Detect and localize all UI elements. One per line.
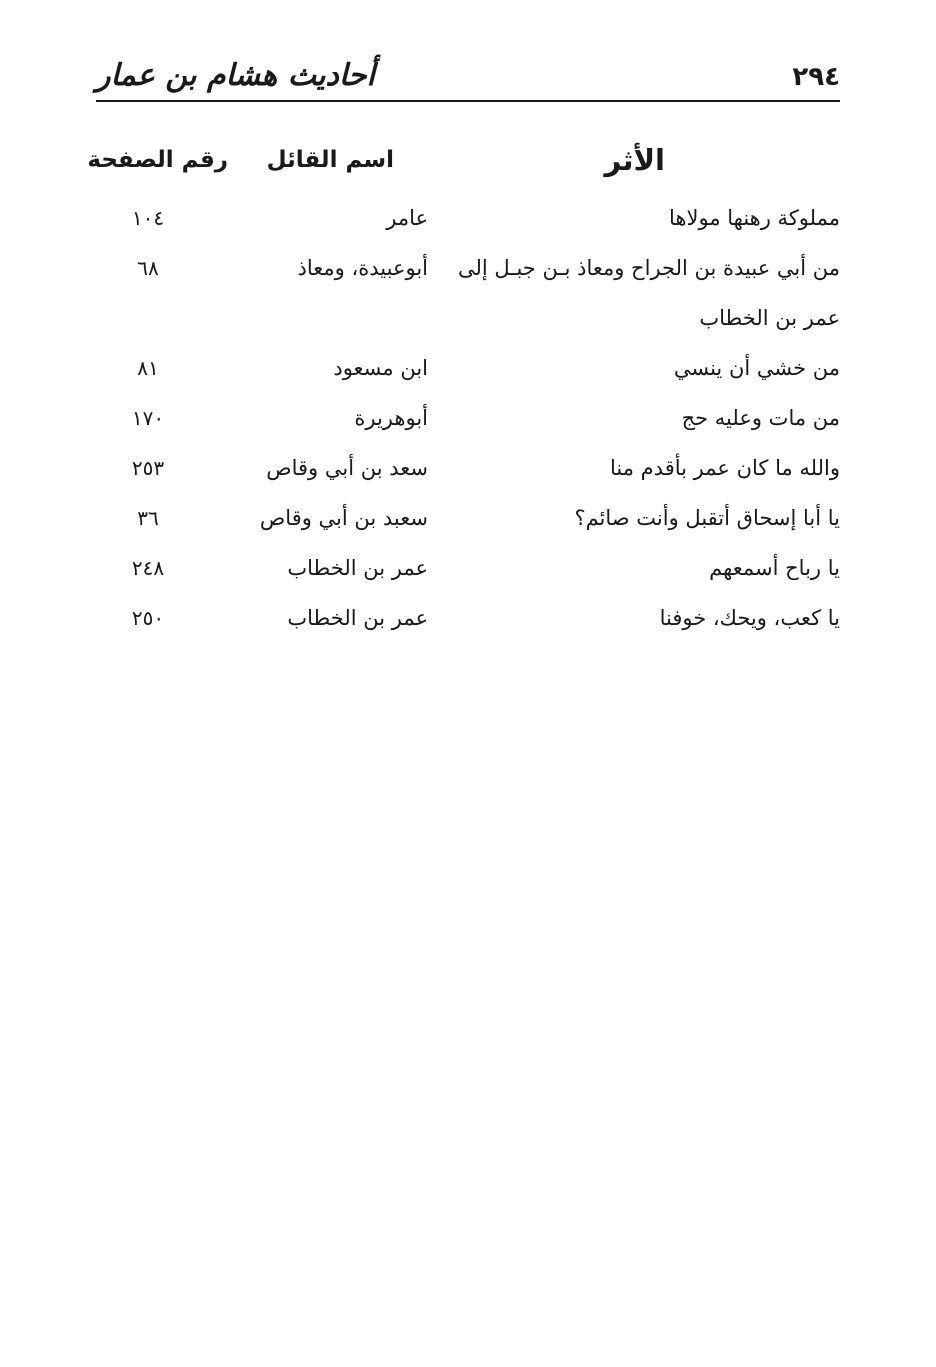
table-row (96, 350, 840, 400)
athar-text: مملوكة رهنها مولاها (669, 206, 840, 230)
qail-name: عمر بن الخطاب (287, 606, 428, 630)
column-header-athar: الأثر (604, 143, 665, 177)
table-header-row (87, 138, 840, 200)
page-ref: ٦٨ (137, 256, 159, 280)
athar-text: يا كعب، ويحك، خوفنا (659, 606, 840, 630)
page-ref: ٢٤٨ (131, 556, 165, 580)
table-row (96, 250, 840, 300)
page-ref: ٢٥٣ (131, 456, 165, 480)
athar-text: يا رباح أسمعهم (709, 556, 840, 580)
qail-name: عمر بن الخطاب (287, 556, 428, 580)
athar-text: يا أبا إسحاق أتقبل وأنت صائم؟ (574, 506, 840, 530)
header-rule (96, 100, 840, 102)
athar-text: من مات وعليه حج (681, 406, 840, 430)
qail-name: عامر (386, 206, 428, 230)
athar-text: عمر بن الخطاب (699, 306, 840, 330)
table-row (96, 600, 840, 650)
qail-name: سعبد بن أبي وقاص (259, 506, 428, 530)
athar-text: والله ما كان عمر بأقدم منا (610, 456, 840, 480)
table-row (96, 500, 840, 550)
column-header-page: رقم الصفحة (87, 147, 228, 173)
athar-text: من أبي عبيدة بن الجراح ومعاذ بـن جبـل إلى (457, 256, 840, 280)
table-row (96, 450, 840, 500)
page-ref: ٢٥٠ (131, 606, 165, 630)
table-row (96, 300, 840, 350)
athar-text: من خشي أن ينسي (673, 356, 840, 380)
qail-name: سعد بن أبي وقاص (266, 456, 428, 480)
qail-name: ابن مسعود (333, 356, 428, 380)
page-ref: ١٠٤ (131, 206, 165, 230)
book-title: أحاديث هشام بن عمار (96, 58, 375, 93)
table-row (96, 400, 840, 450)
table-row (96, 550, 840, 600)
column-header-qail: اسم القائل (266, 147, 394, 173)
page-ref: ٣٦ (137, 506, 159, 530)
table-row (96, 200, 840, 250)
athar-index-table (87, 138, 840, 650)
qail-name: أبوعبيدة، ومعاذ (297, 256, 428, 280)
qail-name: أبوهريرة (354, 406, 428, 430)
running-header (96, 58, 840, 102)
page-ref: ٨١ (137, 356, 159, 380)
page-ref: ١٧٠ (131, 406, 165, 430)
page-number: ٢٩٤ (792, 62, 840, 92)
